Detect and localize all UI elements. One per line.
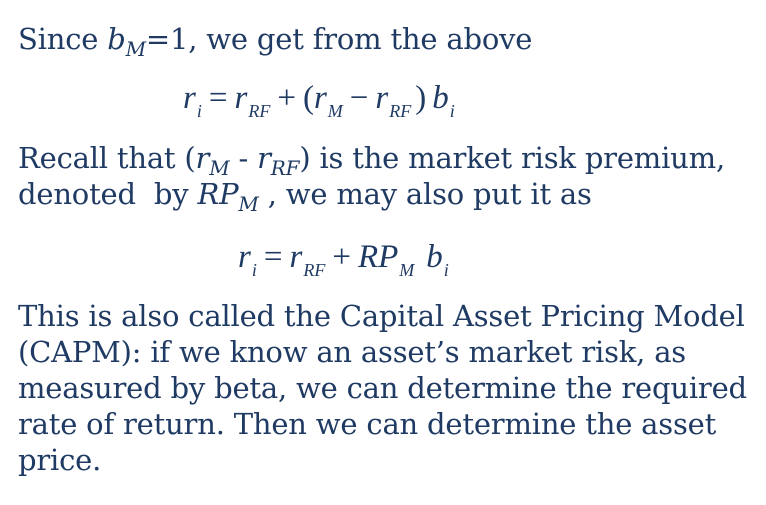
eq1-plus: + <box>277 80 296 116</box>
recall-prefix: Recall that ( <box>18 141 196 175</box>
eq1-ri-sub: i <box>196 101 202 121</box>
eq1-lparen: ( <box>302 80 314 116</box>
recall-rm: r <box>195 141 210 175</box>
eq1-rrf-sub: RF <box>248 101 271 121</box>
intro-prefix: Since <box>18 22 108 56</box>
intro-line <box>18 21 533 61</box>
eq2-rrf-sub: RF <box>303 260 326 280</box>
eq1-rm-sub: M <box>327 101 343 121</box>
recall-rm-sub: M <box>209 156 230 180</box>
eq2-rp: RP <box>357 239 399 275</box>
recall-line-1 <box>18 140 725 180</box>
eq2-ri-sub: i <box>251 260 257 280</box>
recall-rp: RP <box>197 177 239 211</box>
eq2-bi-sub: i <box>443 260 449 280</box>
intro-beta-var: b <box>107 22 126 56</box>
eq1-rrf2: r <box>375 80 389 116</box>
recall-line-2 <box>18 176 592 216</box>
equation-1 <box>183 78 455 121</box>
capm-line: price. <box>18 443 102 477</box>
capm-line: This is also called the Capital Asset Pricing Model <box>18 299 745 333</box>
eq1-ri: r <box>183 80 196 116</box>
capm-line: rate of return. Then we can determine the asset <box>18 407 717 441</box>
intro-rest: =1, we get from the above <box>145 22 533 56</box>
eq2-ri: r <box>238 239 251 275</box>
eq1-rrf: r <box>234 80 248 116</box>
eq1-rrf2-sub: RF <box>389 101 412 121</box>
recall-rrf: r <box>257 141 271 175</box>
recall-rrf-sub: RF <box>270 156 300 180</box>
eq2-rrf: r <box>289 239 303 275</box>
eq2-plus: + <box>332 239 351 275</box>
recall-dash: - <box>229 141 258 175</box>
intro-beta-sub: M <box>125 37 146 61</box>
recall-suffix: ) is the market risk premium, <box>299 141 725 175</box>
capm-line: (CAPM): if we know an asset’s market risk, as <box>18 335 686 369</box>
eq1-minus: − <box>349 80 369 116</box>
eq1-bi: b <box>432 80 449 116</box>
eq1-equals: = <box>208 80 228 116</box>
eq2-rp-sub: M <box>399 260 415 280</box>
eq1-rparen: ) <box>415 80 427 116</box>
eq2-equals: = <box>263 239 283 275</box>
eq1-rm: r <box>313 80 327 116</box>
equation-2 <box>238 237 449 280</box>
recall-rp-sub: M <box>238 192 259 216</box>
eq2-bi: b <box>426 239 443 275</box>
recall-line2-suffix: , we may also put it as <box>258 177 592 211</box>
recall-line2-prefix: denoted by <box>18 177 198 211</box>
capm-line: measured by beta, we can determine the required <box>18 371 747 405</box>
eq1-bi-sub: i <box>449 101 455 121</box>
